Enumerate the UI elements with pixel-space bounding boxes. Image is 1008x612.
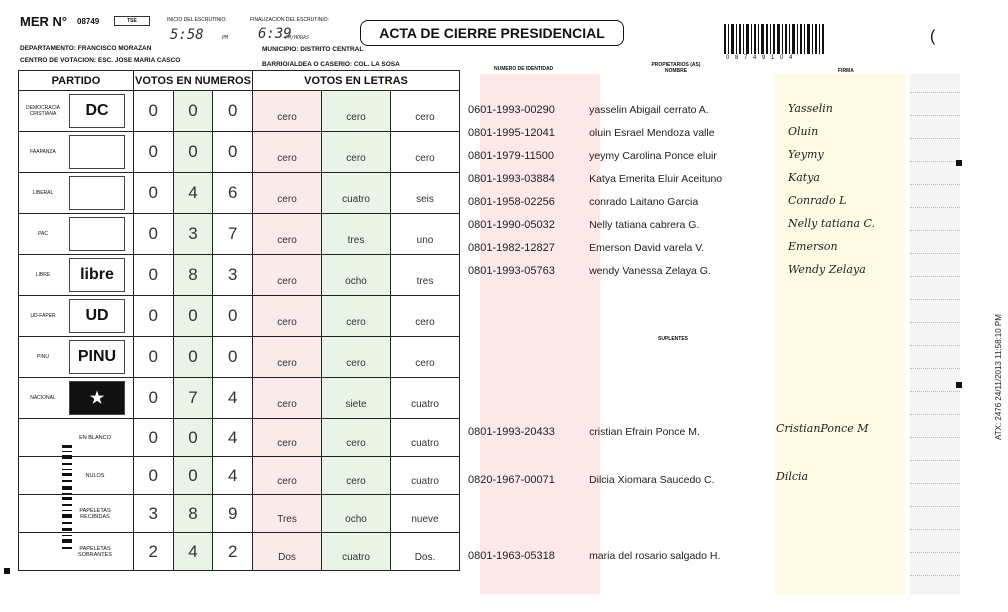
member-row <box>468 104 709 116</box>
votes-digit: 0 <box>213 132 253 173</box>
member-row <box>468 150 717 162</box>
member-name: oluin Esrael Mendoza valle <box>589 127 715 139</box>
member-row <box>468 242 704 254</box>
party-name: PAC <box>38 231 48 237</box>
end-time: 6:39 <box>258 26 292 42</box>
votes-word: cero <box>322 91 391 132</box>
check-line <box>910 207 960 208</box>
votes-digit: 7 <box>173 378 213 419</box>
votes-word: cuatro <box>390 378 459 419</box>
table-row <box>19 419 460 457</box>
votes-word: cero <box>322 419 391 457</box>
sum-label-cell <box>19 533 134 571</box>
check-line <box>910 276 960 277</box>
sum-label-cell <box>19 495 134 533</box>
party-name: UD-FAPER <box>30 313 56 319</box>
end-pm: PM/HORAS <box>285 35 310 41</box>
table-row <box>19 337 460 378</box>
departamento: DEPARTAMENTO: FRANCISCO MORAZAN <box>20 45 152 52</box>
votes-word: cero <box>253 173 322 214</box>
votes-word: Tres <box>253 495 322 533</box>
member-row <box>468 127 715 139</box>
table-row <box>19 91 460 132</box>
votes-digit: 2 <box>133 533 173 571</box>
registration-mark-icon <box>956 160 962 166</box>
suplente-signature: Dilcia <box>776 470 809 483</box>
suplente-id: 0801-1963-05318 <box>468 550 555 562</box>
party-cell <box>19 378 134 419</box>
votes-word: cuatro <box>390 419 459 457</box>
table-row <box>19 457 460 495</box>
suplente-row <box>468 426 700 438</box>
check-line <box>910 506 960 507</box>
party-logo-icon: ★ <box>69 381 125 415</box>
check-line <box>910 184 960 185</box>
votes-digit: 0 <box>133 296 173 337</box>
party-logo-icon <box>69 135 125 169</box>
party-cell <box>19 255 134 296</box>
votes-word: Dos <box>253 533 322 571</box>
votes-digit: 0 <box>213 296 253 337</box>
member-signature: Wendy Zelaya <box>788 263 866 276</box>
table-row <box>19 132 460 173</box>
suplente-name: cristian Efrain Ponce M. <box>589 426 700 438</box>
votes-word: cero <box>390 296 459 337</box>
member-id: 0601-1993-00290 <box>468 104 555 116</box>
sum-label: EN BLANCO <box>79 434 111 441</box>
votes-digit: 4 <box>213 419 253 457</box>
header-votos-letras: VOTOS EN LETRAS <box>253 71 460 91</box>
member-name: Katya Emerita Eluir Aceituno <box>589 173 723 185</box>
votes-word: cero <box>253 457 322 495</box>
votes-word: ocho <box>322 495 391 533</box>
votes-digit: 0 <box>213 337 253 378</box>
party-name: LIBRE <box>35 272 51 278</box>
member-name: yeymy Carolina Ponce eluir <box>589 150 717 162</box>
sum-label: NULOS <box>85 472 105 479</box>
member-id: 0801-1993-05763 <box>468 265 555 277</box>
suplente-row <box>468 474 715 486</box>
check-line <box>910 529 960 530</box>
votes-word: cero <box>390 337 459 378</box>
members-sheet <box>460 62 990 610</box>
start-time: 5:58 <box>170 27 204 43</box>
votes-digit: 3 <box>213 255 253 296</box>
start-label: INICIO DEL ESCRUTINIO: <box>167 17 227 23</box>
check-line <box>910 345 960 346</box>
party-cell <box>19 132 134 173</box>
municipio: MUNICIPIO: DISTRITO CENTRAL <box>262 46 364 53</box>
votes-digit: 0 <box>133 132 173 173</box>
party-logo-icon: libre <box>69 258 125 292</box>
table-row <box>19 533 460 571</box>
votes-word: cero <box>253 214 322 255</box>
registration-mark-icon <box>956 382 962 388</box>
votes-digit: 7 <box>213 214 253 255</box>
votes-digit: 0 <box>133 214 173 255</box>
member-row <box>468 219 699 231</box>
table-row <box>19 495 460 533</box>
votes-digit: 8 <box>173 255 213 296</box>
votes-word: cero <box>253 91 322 132</box>
member-signature: Oluin <box>788 125 819 138</box>
votes-digit: 0 <box>133 91 173 132</box>
votes-digit: 0 <box>133 419 173 457</box>
votes-word: cero <box>253 337 322 378</box>
document-title: ACTA DE CIERRE PRESIDENCIAL <box>360 20 624 46</box>
suplente-signature: CristianPonce M <box>776 422 869 435</box>
party-name: LIBERAL <box>32 190 54 196</box>
side-barcode-icon <box>62 445 72 555</box>
check-line <box>910 230 960 231</box>
votes-word: cero <box>390 132 459 173</box>
party-logo-icon: PINU <box>69 340 125 374</box>
member-signature: Katya <box>788 171 820 184</box>
suplente-row <box>468 550 720 562</box>
votes-digit: 0 <box>173 91 213 132</box>
votes-table <box>18 70 460 571</box>
votes-digit: 0 <box>133 173 173 214</box>
table-row <box>19 255 460 296</box>
reception-stamp: ATX: 2476 24/11/2013 11:58:10 PM <box>994 314 1003 440</box>
tse-logo-icon: TSE <box>114 16 150 26</box>
check-line <box>910 138 960 139</box>
votes-word: cero <box>322 457 391 495</box>
check-line <box>910 460 960 461</box>
mer-number: 08749 <box>77 17 100 26</box>
check-line <box>910 299 960 300</box>
table-row <box>19 296 460 337</box>
check-line <box>910 391 960 392</box>
member-name: wendy Vanessa Zelaya G. <box>589 265 711 277</box>
votes-word: cero <box>253 378 322 419</box>
barrio: BARRIO/ALDEA O CASERIO: COL. LA SOSA <box>262 61 400 68</box>
table-row <box>19 173 460 214</box>
party-cell <box>19 91 134 132</box>
votes-digit: 9 <box>213 495 253 533</box>
corner-mark-icon: ( <box>930 28 936 45</box>
centro-votacion: CENTRO DE VOTACION: ESC. JOSE MARIA CASCO <box>20 57 181 64</box>
votes-word: ocho <box>322 255 391 296</box>
mer-label: MER N° <box>20 14 68 29</box>
votes-word: cero <box>253 419 322 457</box>
votes-digit: 4 <box>213 457 253 495</box>
votes-word: uno <box>390 214 459 255</box>
votes-word: Dos. <box>390 533 459 571</box>
member-name: yasselin Abigail cerrato A. <box>589 104 709 116</box>
registration-mark-icon <box>4 568 10 574</box>
votes-word: tres <box>322 214 391 255</box>
header-identidad: NUMERO DE IDENTIDAD <box>494 66 554 72</box>
votes-digit: 3 <box>133 495 173 533</box>
member-signature: Yeymy <box>788 148 824 161</box>
member-signature: Nelly tatiana C. <box>788 217 876 230</box>
check-line <box>910 253 960 254</box>
member-signature: Yasselin <box>788 102 833 115</box>
votes-word: seis <box>390 173 459 214</box>
votes-digit: 6 <box>213 173 253 214</box>
barcode-icon <box>724 24 824 54</box>
member-id: 0801-1958-02256 <box>468 196 555 208</box>
party-name: NACIONAL <box>30 395 56 401</box>
votes-digit: 4 <box>173 533 213 571</box>
suplente-id: 0820-1967-00071 <box>468 474 555 486</box>
sum-label-cell <box>19 457 134 495</box>
votes-word: cero <box>253 255 322 296</box>
votes-digit: 0 <box>173 457 213 495</box>
member-id: 0801-1995-12041 <box>468 127 555 139</box>
party-logo-icon: DC <box>69 94 125 128</box>
header-propietarios: PROPIETARIOS (AS) NOMBRE <box>651 62 701 74</box>
member-id: 0801-1982-12827 <box>468 242 555 254</box>
votes-digit: 4 <box>173 173 213 214</box>
votes-digit: 2 <box>213 533 253 571</box>
member-signature: Conrado L <box>788 194 847 207</box>
suplente-name: Dilcia Xiomara Saucedo C. <box>589 474 715 486</box>
party-cell <box>19 173 134 214</box>
votes-digit: 0 <box>133 457 173 495</box>
party-name: PINU <box>37 354 49 360</box>
votes-digit: 8 <box>173 495 213 533</box>
check-line <box>910 92 960 93</box>
party-cell <box>19 296 134 337</box>
member-id: 0801-1990-05032 <box>468 219 555 231</box>
member-name: Emerson David varela V. <box>589 242 705 254</box>
party-cell <box>19 214 134 255</box>
votes-digit: 0 <box>133 337 173 378</box>
member-signature: Emerson <box>788 240 838 253</box>
member-row <box>468 196 698 208</box>
party-logo-icon: UD <box>69 299 125 333</box>
check-line <box>910 575 960 576</box>
check-line <box>910 552 960 553</box>
votes-digit: 0 <box>133 378 173 419</box>
votes-digit: 0 <box>173 296 213 337</box>
header-votos-numeros: VOTOS EN NUMEROS <box>133 71 252 91</box>
check-line <box>910 368 960 369</box>
votes-word: siete <box>322 378 391 419</box>
header-suplentes: SUPLENTES <box>658 336 689 342</box>
member-id: 0801-1993-03884 <box>468 173 555 185</box>
votes-word: cuatro <box>322 173 391 214</box>
suplente-name: maria del rosario salgado H. <box>589 550 721 562</box>
votes-word: cero <box>322 337 391 378</box>
member-row <box>468 265 711 277</box>
votes-word: cuatro <box>322 533 391 571</box>
votes-word: cero <box>390 91 459 132</box>
start-pm: PM <box>222 35 229 41</box>
check-column-bg <box>910 74 960 594</box>
party-logo-icon <box>69 176 125 210</box>
votes-digit: 0 <box>173 337 213 378</box>
check-line <box>910 414 960 415</box>
table-row <box>19 214 460 255</box>
table-row <box>19 378 460 419</box>
votes-digit: 0 <box>173 132 213 173</box>
check-line <box>910 115 960 116</box>
member-id: 0801-1979-11500 <box>468 150 555 162</box>
votes-word: cero <box>253 296 322 337</box>
votes-word: cero <box>322 296 391 337</box>
sum-label-cell <box>19 419 134 457</box>
votes-digit: 0 <box>173 419 213 457</box>
member-name: conrado Laitano Garcia <box>589 196 699 208</box>
barcode-number: 0 8 7 4 9 1 0 4 <box>726 55 795 61</box>
party-logo-icon <box>69 217 125 251</box>
end-label: FINALIZACION DEL ESCRUTINIO: <box>250 17 329 23</box>
votes-word: cero <box>253 132 322 173</box>
sum-label: PAPELETAS RECIBIDAS <box>79 507 111 520</box>
check-line <box>910 161 960 162</box>
votes-digit: 0 <box>133 255 173 296</box>
member-name: Nelly tatiana cabrera G. <box>589 219 700 231</box>
check-line <box>910 437 960 438</box>
votes-digit: 0 <box>213 91 253 132</box>
check-line <box>910 322 960 323</box>
votes-word: tres <box>390 255 459 296</box>
party-name: FAAPANZA <box>30 149 56 155</box>
member-row <box>468 173 722 185</box>
party-cell <box>19 337 134 378</box>
party-name: DEMOCRACIA CRISTIANA <box>26 105 60 117</box>
votes-digit: 3 <box>173 214 213 255</box>
votes-word: cuatro <box>390 457 459 495</box>
votes-word: nueve <box>390 495 459 533</box>
suplente-id: 0801-1993-20433 <box>468 426 555 438</box>
sum-label: PAPELETAS SOBRANTES <box>78 545 112 558</box>
header-partido: PARTIDO <box>19 71 134 91</box>
votes-word: cero <box>322 132 391 173</box>
votes-digit: 4 <box>213 378 253 419</box>
header-firma: FIRMA <box>838 68 854 74</box>
check-line <box>910 483 960 484</box>
